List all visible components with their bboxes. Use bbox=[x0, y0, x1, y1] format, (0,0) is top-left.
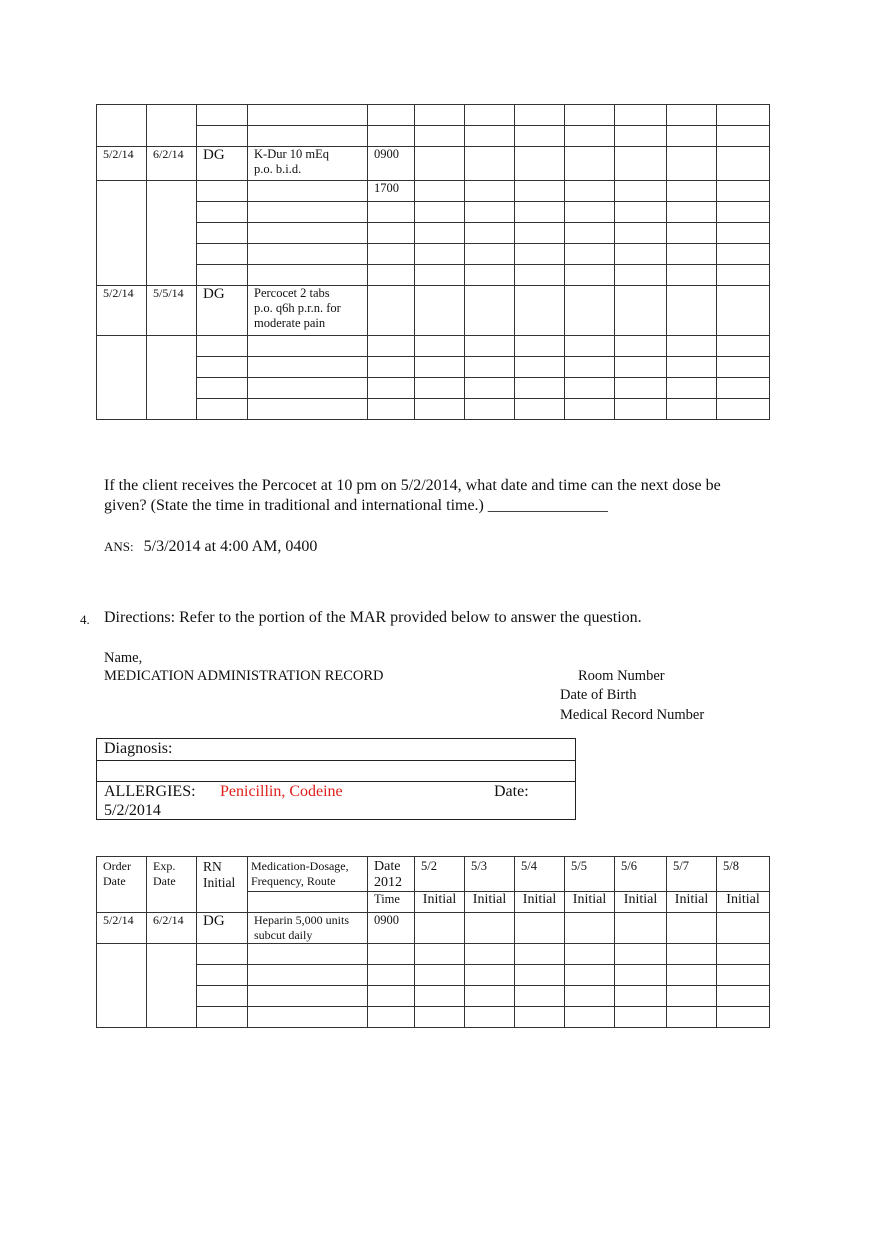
day-header: 5/8 bbox=[717, 857, 770, 892]
header-rn-initial: RN Initial bbox=[197, 857, 248, 913]
dob-label: Date of Birth bbox=[560, 687, 637, 703]
table-row bbox=[97, 286, 770, 336]
medication-cell: K-Dur 10 mEq p.o. b.i.d. bbox=[248, 147, 368, 181]
answer-label: ANS: bbox=[104, 539, 134, 554]
allergies-value: Penicillin, Codeine bbox=[220, 783, 343, 800]
bottom-mar-table bbox=[96, 856, 770, 1028]
initial-header: Initial bbox=[465, 892, 515, 913]
order-date: 5/2/14 bbox=[97, 913, 147, 944]
initial-header: Initial bbox=[415, 892, 465, 913]
time-cell: 1700 bbox=[368, 181, 415, 202]
date-value: 5/2/2014 bbox=[104, 802, 161, 819]
initial-header: Initial bbox=[515, 892, 565, 913]
name-label: Name, bbox=[104, 650, 143, 666]
day-header: 5/4 bbox=[515, 857, 565, 892]
rn-initial: DG bbox=[197, 913, 248, 944]
rn-initial: DG bbox=[197, 147, 248, 181]
initial-header: Initial bbox=[667, 892, 717, 913]
day-header: 5/7 bbox=[667, 857, 717, 892]
allergies-label: ALLERGIES: bbox=[104, 783, 196, 800]
header-date: Date 2012 bbox=[368, 857, 415, 892]
day-header: 5/3 bbox=[465, 857, 515, 892]
patient-info-box bbox=[96, 738, 576, 820]
initial-header: Initial bbox=[717, 892, 770, 913]
header-medication: Medication-Dosage, Frequency, Route bbox=[248, 857, 368, 892]
mrn-label: Medical Record Number bbox=[560, 707, 705, 723]
day-header: 5/5 bbox=[565, 857, 615, 892]
rn-initial: DG bbox=[197, 286, 248, 336]
day-header: 5/2 bbox=[415, 857, 465, 892]
time-cell: 0900 bbox=[368, 147, 415, 181]
initial-header: Initial bbox=[615, 892, 667, 913]
diagnosis-label: Diagnosis: bbox=[104, 740, 173, 757]
table-row bbox=[97, 147, 770, 181]
table-row bbox=[97, 913, 770, 944]
order-date: 5/2/14 bbox=[97, 147, 147, 181]
exp-date: 5/5/14 bbox=[147, 286, 197, 336]
exp-date: 6/2/14 bbox=[147, 913, 197, 944]
order-date: 5/2/14 bbox=[97, 286, 147, 336]
top-mar-table bbox=[96, 104, 770, 420]
room-number-label: Room Number bbox=[578, 668, 665, 684]
medication-cell: Percocet 2 tabs p.o. q6h p.r.n. for moderate pain bbox=[248, 286, 368, 336]
answer bbox=[104, 537, 317, 557]
medication-cell: Heparin 5,000 units subcut daily bbox=[248, 913, 368, 944]
header-order-date: Order Date bbox=[97, 857, 147, 913]
item-number: 4. bbox=[80, 612, 90, 627]
header-time: Time bbox=[368, 892, 415, 913]
directions-text: Directions: Refer to the portion of the MAR provided below to answer the question. bbox=[104, 609, 642, 626]
exp-date: 6/2/14 bbox=[147, 147, 197, 181]
mar-title: MEDICATION ADMINISTRATION RECORD bbox=[104, 668, 384, 684]
header-exp-date: Exp. Date bbox=[147, 857, 197, 913]
initial-header: Initial bbox=[565, 892, 615, 913]
answer-value: 5/3/2014 at 4:00 AM, 0400 bbox=[143, 538, 318, 555]
table-header-row bbox=[97, 857, 770, 892]
day-header: 5/6 bbox=[615, 857, 667, 892]
date-label: Date: bbox=[494, 783, 529, 800]
question-text: If the client receives the Percocet at 10 pm on 5/2/2014, what date and time can the next dose be given? (State the time in traditional and international time.) _______________ bbox=[104, 477, 721, 514]
time-cell: 0900 bbox=[368, 913, 415, 944]
